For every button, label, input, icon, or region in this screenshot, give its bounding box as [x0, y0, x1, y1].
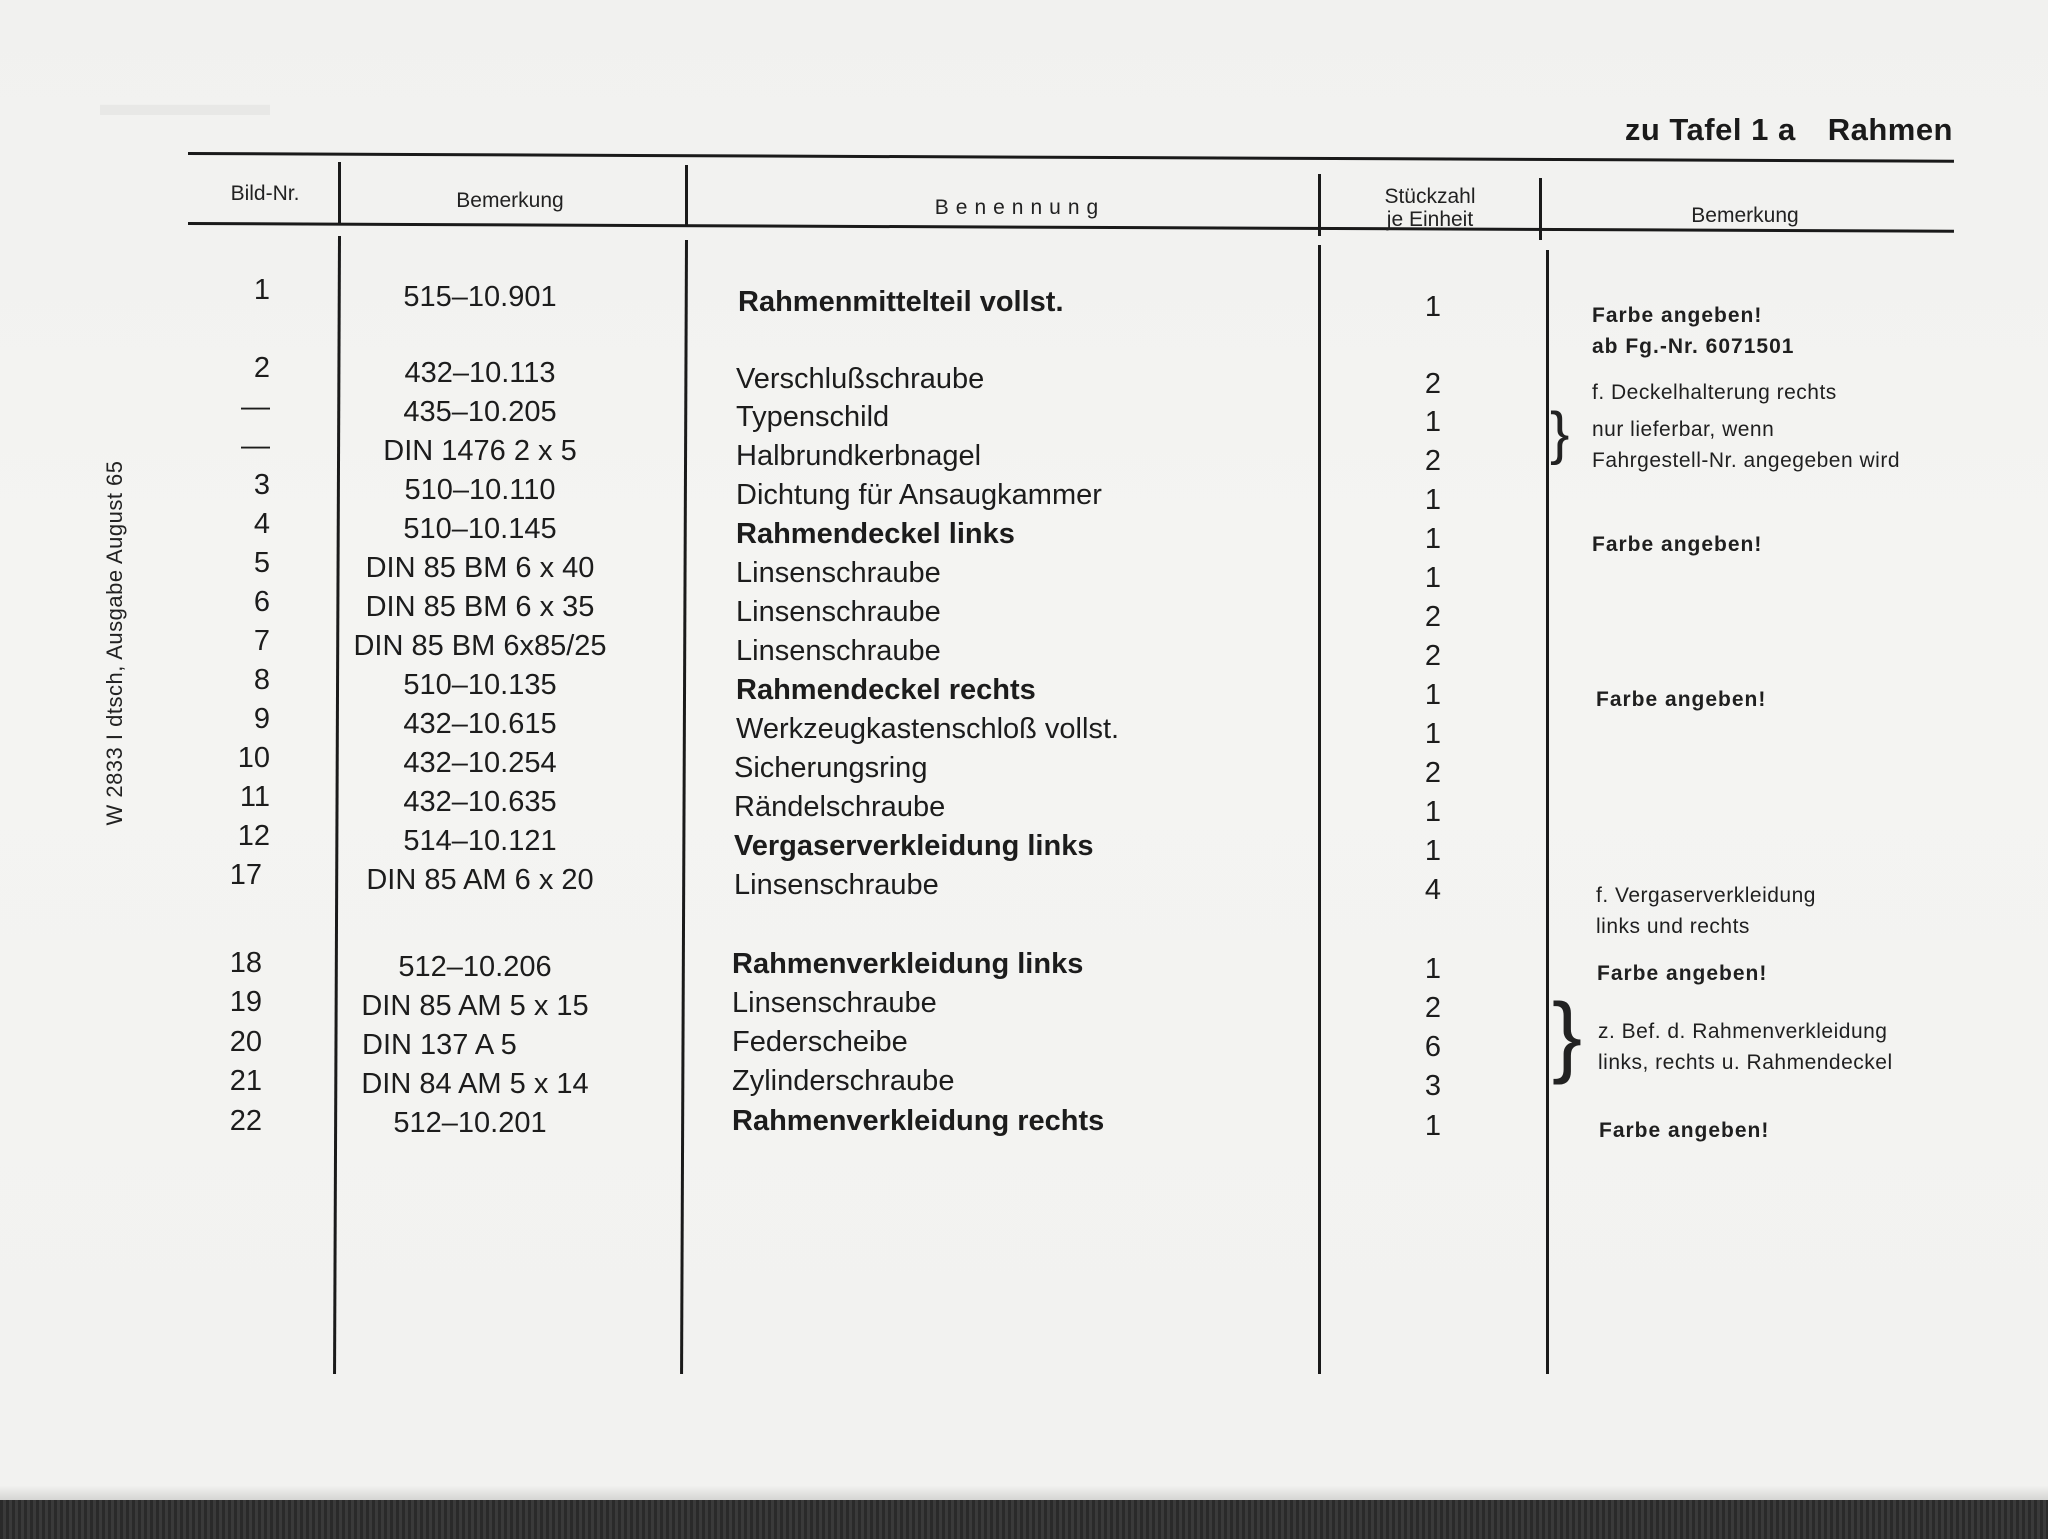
- part-number: 510–10.110: [404, 474, 556, 506]
- bild-nr: 7: [253, 625, 270, 657]
- col-divider: [1539, 178, 1542, 240]
- part-name: Rahmenverkleidung links: [732, 948, 1084, 980]
- col-divider: [1318, 174, 1321, 236]
- bild-nr: 10: [237, 742, 270, 774]
- remark-line: Fahrgestell-Nr. angegeben wird: [1592, 449, 1900, 472]
- col-divider: [338, 162, 341, 224]
- quantity: 1: [1424, 679, 1442, 711]
- quantity: 1: [1424, 835, 1442, 867]
- bild-nr: 19: [229, 986, 262, 1018]
- bild-nr: 2: [253, 352, 270, 384]
- part-name: Linsenschraube: [732, 987, 937, 1019]
- remark: Farbe angeben!: [1597, 962, 1768, 985]
- edition-note: W 2833 I dtsch, Ausgabe August 65: [102, 460, 127, 826]
- remark-line: nur lieferbar, wenn: [1592, 418, 1775, 441]
- header-benennung: Benennung: [934, 196, 1106, 219]
- bild-nr: 18: [229, 947, 262, 979]
- quantity: 1: [1424, 1110, 1442, 1142]
- part-name: Typenschild: [736, 401, 890, 433]
- part-number: DIN 85 AM 6 x 20: [366, 864, 594, 896]
- part-number: 435–10.205: [403, 396, 557, 428]
- show-through: [100, 85, 270, 124]
- bild-nr: 5: [253, 547, 270, 579]
- part-name: Dichtung für Ansaugkammer: [736, 479, 1102, 511]
- part-number: 515–10.901: [403, 281, 557, 313]
- part-number: 432–10.113: [404, 357, 556, 389]
- bild-nr: —: [241, 430, 270, 462]
- part-number: DIN 85 BM 6x85/25: [353, 630, 607, 662]
- part-name: Federscheibe: [732, 1026, 908, 1058]
- col-divider: [685, 165, 688, 227]
- part-name: Halbrundkerbnagel: [736, 440, 982, 472]
- header-stueckzahl-line2: je Einheit: [1386, 208, 1474, 231]
- bild-nr: 3: [253, 469, 270, 501]
- part-number: 432–10.635: [403, 786, 557, 818]
- remark: f. Deckelhalterung rechts: [1592, 381, 1837, 404]
- part-number: DIN 85 BM 6 x 40: [365, 552, 595, 584]
- part-name: Werkzeugkastenschloß vollst.: [736, 713, 1120, 745]
- quantity: 3: [1424, 1070, 1442, 1102]
- part-name: Sicherungsring: [734, 752, 928, 784]
- part-number: 432–10.615: [403, 708, 557, 740]
- brace-icon: }: [1550, 401, 1570, 466]
- part-name: Rahmendeckel links: [736, 518, 1015, 550]
- quantity: 1: [1424, 406, 1442, 438]
- part-name: Zylinderschraube: [732, 1065, 955, 1097]
- remark-line: Farbe angeben!: [1592, 304, 1763, 327]
- bild-nr: 17: [229, 859, 262, 891]
- remark: [1596, 880, 1816, 942]
- part-name: Rändelschraube: [734, 791, 946, 823]
- bild-nr: 8: [253, 664, 270, 696]
- remark-line: links, rechts u. Rahmendeckel: [1598, 1051, 1893, 1074]
- part-number: 512–10.201: [393, 1107, 547, 1139]
- quantity: 4: [1424, 874, 1442, 906]
- col-divider: [1546, 250, 1549, 1374]
- part-number: 510–10.135: [403, 669, 557, 701]
- quantity: 1: [1424, 718, 1442, 750]
- bild-nr: 4: [253, 508, 270, 540]
- header-bemerkung-2: Bemerkung: [1691, 204, 1799, 227]
- remark-line: f. Vergaserverkleidung: [1596, 884, 1816, 907]
- quantity: 2: [1424, 992, 1442, 1024]
- page-title: [1625, 112, 1953, 148]
- part-name: Rahmenverkleidung rechts: [732, 1105, 1105, 1137]
- bild-nr: 1: [253, 274, 270, 306]
- quantity: 1: [1424, 953, 1442, 985]
- bild-nr: 22: [229, 1105, 262, 1137]
- part-name: Rahmendeckel rechts: [736, 674, 1036, 706]
- part-number: DIN 137 A 5: [362, 1029, 517, 1061]
- part-name: Linsenschraube: [736, 557, 941, 589]
- col-divider: [1318, 245, 1321, 1374]
- quantity: 2: [1424, 445, 1442, 477]
- bild-nr: 20: [229, 1026, 262, 1058]
- header-stueckzahl-line1: Stückzahl: [1384, 185, 1476, 208]
- quantity: 6: [1424, 1031, 1442, 1063]
- remark-line: ab Fg.-Nr. 6071501: [1592, 335, 1795, 358]
- part-name: Vergaserverkleidung links: [734, 830, 1094, 862]
- remark-line: z. Bef. d. Rahmenverkleidung: [1598, 1020, 1888, 1043]
- title-part2: Rahmen: [1827, 112, 1953, 147]
- part-name: Verschlußschraube: [736, 363, 985, 395]
- background-surface: [0, 1500, 2048, 1539]
- remark: Farbe angeben!: [1599, 1119, 1770, 1142]
- bild-nr: —: [241, 391, 270, 423]
- part-number: 512–10.206: [398, 951, 552, 983]
- remark-line: links und rechts: [1596, 915, 1750, 938]
- part-name: Linsenschraube: [734, 869, 939, 901]
- quantity: 2: [1424, 601, 1442, 633]
- part-number: 432–10.254: [403, 747, 557, 779]
- header-bild-nr: Bild-Nr.: [230, 182, 300, 205]
- part-number: DIN 85 BM 6 x 35: [365, 591, 595, 623]
- remark: [1592, 300, 1794, 362]
- bild-nr: 9: [253, 703, 270, 735]
- bild-nr: 6: [253, 586, 270, 618]
- remark: Farbe angeben!: [1596, 688, 1767, 711]
- quantity: 1: [1424, 562, 1442, 594]
- brace-icon: }: [1552, 986, 1583, 1086]
- remark: [1592, 414, 1900, 476]
- quantity: 1: [1424, 291, 1442, 323]
- part-name: Linsenschraube: [736, 596, 941, 628]
- part-name: Linsenschraube: [736, 635, 941, 667]
- part-number: DIN 1476 2 x 5: [383, 435, 577, 467]
- page-edge-shadow: [0, 1485, 2048, 1500]
- part-number: DIN 85 AM 5 x 15: [361, 990, 589, 1022]
- bild-nr: 12: [237, 820, 270, 852]
- bild-nr: 21: [229, 1065, 262, 1097]
- quantity: 2: [1424, 757, 1442, 789]
- quantity: 2: [1424, 640, 1442, 672]
- part-number: 510–10.145: [403, 513, 557, 545]
- quantity: 1: [1424, 484, 1442, 516]
- remark: [1598, 1016, 1893, 1078]
- title-part1: zu Tafel 1 a: [1624, 112, 1796, 147]
- part-number: 514–10.121: [403, 825, 557, 857]
- part-name: Rahmenmittelteil vollst.: [738, 286, 1064, 318]
- bild-nr: 11: [239, 781, 270, 813]
- header-stueckzahl: [1360, 185, 1500, 231]
- remark: Farbe angeben!: [1592, 533, 1763, 556]
- part-number: DIN 84 AM 5 x 14: [361, 1068, 589, 1100]
- quantity: 2: [1424, 368, 1442, 400]
- header-bemerkung-1: Bemerkung: [456, 189, 564, 212]
- quantity: 1: [1424, 796, 1442, 828]
- quantity: 1: [1424, 523, 1442, 555]
